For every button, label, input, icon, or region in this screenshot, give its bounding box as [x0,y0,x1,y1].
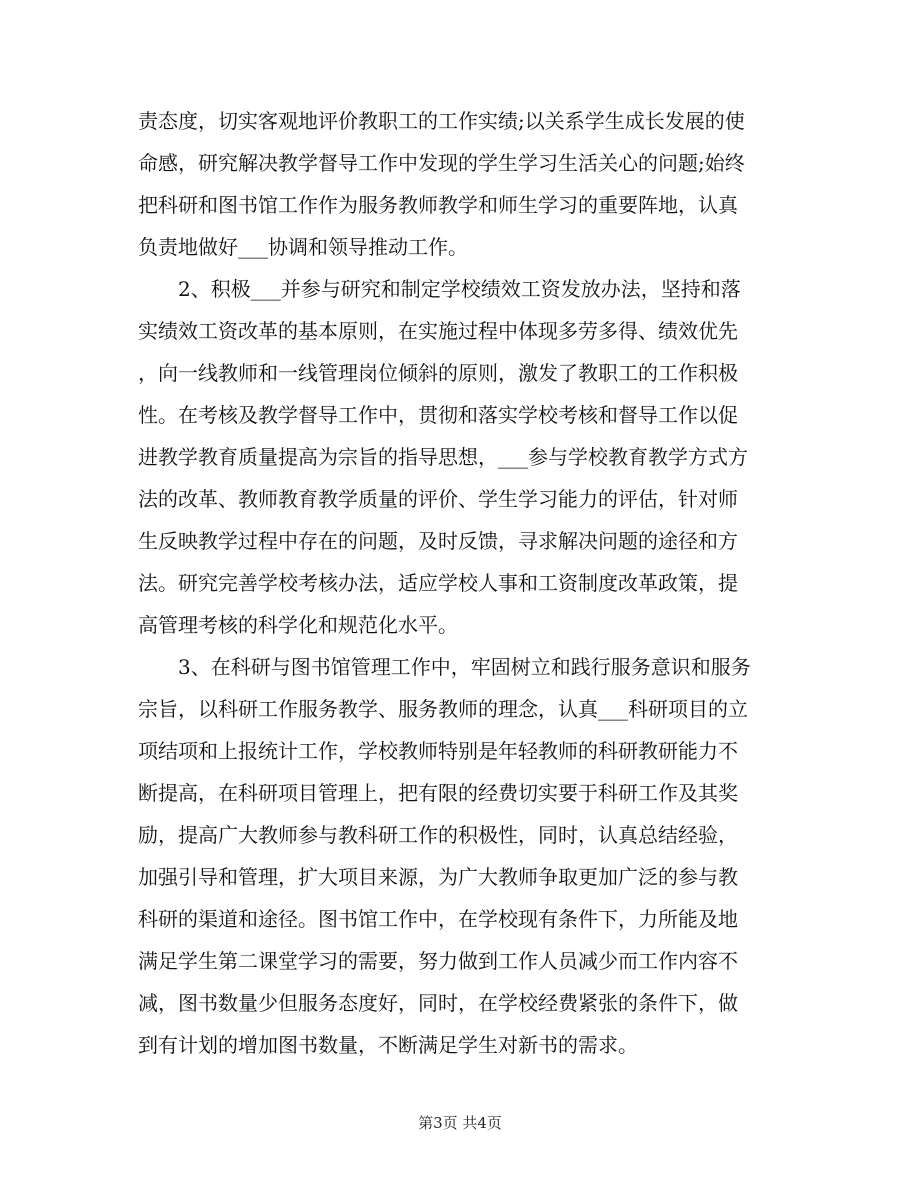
text-line: 到有计划的增加图书数量，不断满足学生对新书的需求。 [138,1033,638,1057]
text-line: 实绩效工资改革的基本原则，在实施过程中体现多劳多得、绩效优先 [138,319,738,343]
text-line: 生反映教学过程中存在的问题，及时反馈，寻求解决问题的途径和方 [138,529,738,553]
paragraph-2-first-line: 2、积极___并参与研究和制定学校绩效工资发放办法，坚持和落 [178,277,741,301]
text-line: 科研的渠道和途径。图书馆工作中，在学校现有条件下，力所能及地 [138,907,738,931]
text-line: 负责地做好___协调和领导推动工作。 [138,235,468,259]
text-line: 满足学生第二课堂学习的需要，努力做到工作人员减少而工作内容不 [138,949,738,973]
text-line: 断提高，在科研项目管理上，把有限的经费切实要于科研工作及其奖 [138,781,738,805]
text-line: 减，图书数量少但服务态度好，同时，在学校经费紧张的条件下，做 [138,991,738,1015]
text-line: 加强引导和管理，扩大项目来源，为广大教师争取更加广泛的参与教 [138,865,738,889]
text-line: 性。在考核及教学督导工作中，贯彻和落实学校考核和督导工作以促 [138,403,738,427]
text-line: 法的改革、教师教育教学质量的评价、学生学习能力的评估，针对师 [138,487,738,511]
text-line: 项结项和上报统计工作，学校教师特别是年轻教师的科研教研能力不 [138,739,738,763]
page-number-footer: 第3页 共4页 [418,1114,502,1132]
text-line: 责态度，切实客观地评价教职工的工作实绩;以关系学生成长发展的使 [138,109,745,133]
text-line: 法。研究完善学校考核办法，适应学校人事和工资制度改革政策，提 [138,571,738,595]
paragraph-3-first-line: 3、在科研与图书馆管理工作中，牢固树立和践行服务意识和服务 [178,655,751,679]
document-body [138,100,786,1066]
text-line: 命感，研究解决教学督导工作中发现的学生学习生活关心的问题;始终 [138,151,745,175]
text-line: ，向一线教师和一线管理岗位倾斜的原则，激发了教职工的工作积极 [138,361,738,385]
text-line: 励，提高广大教师参与教科研工作的积极性，同时，认真总结经验， [138,823,738,847]
text-line: 进教学教育质量提高为宗旨的指导思想，___参与学校教育教学方式方 [138,445,748,469]
text-line: 把科研和图书馆工作作为服务教师教学和师生学习的重要阵地，认真 [138,193,738,217]
text-line: 宗旨，以科研工作服务教学、服务教师的理念，认真___科研项目的立 [138,697,748,721]
text-line: 高管理考核的科学化和规范化水平。 [138,613,458,637]
